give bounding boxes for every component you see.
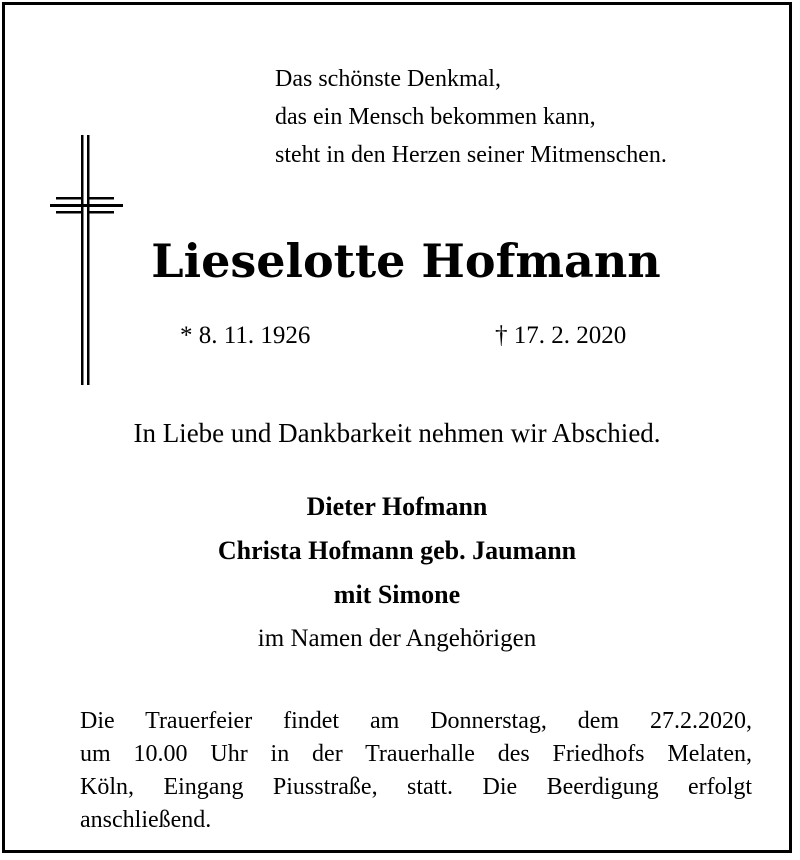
- farewell-text: In Liebe und Dankbarkeit nehmen wir Abschied.: [133, 418, 661, 448]
- funeral-line-4: anschließend.: [80, 807, 212, 833]
- death-date: † 17. 2. 2020: [495, 322, 627, 349]
- mourner-3: mit Simone: [333, 580, 461, 609]
- deceased-name: Lieselotte Hofmann: [151, 234, 661, 288]
- quote-line-2: das ein Mensch bekommen kann,: [275, 104, 596, 130]
- quote-line-1: Das schönste Denkmal,: [275, 66, 501, 92]
- mourner-1: Dieter Hofmann: [306, 492, 488, 521]
- funeral-line-2: um 10.00 Uhr in der Trauerhalle des Friedhofs Melaten,: [80, 741, 752, 767]
- funeral-line-3: Köln, Eingang Piusstraße, statt. Die Beerdigung erfolgt: [80, 774, 752, 800]
- on-behalf-text: im Namen der Angehörigen: [257, 625, 537, 652]
- mourner-2: Christa Hofmann geb. Jaumann: [217, 536, 577, 565]
- funeral-notice: [80, 705, 752, 837]
- obituary-frame: [2, 2, 792, 853]
- birth-date: * 8. 11. 1926: [180, 322, 311, 349]
- quote-line-3: steht in den Herzen seiner Mitmenschen.: [275, 142, 667, 168]
- funeral-line-1: Die Trauerfeier findet am Donnerstag, dem 27.2.2020,: [80, 708, 752, 734]
- memorial-quote: [275, 60, 667, 174]
- mourners-list: [5, 485, 789, 617]
